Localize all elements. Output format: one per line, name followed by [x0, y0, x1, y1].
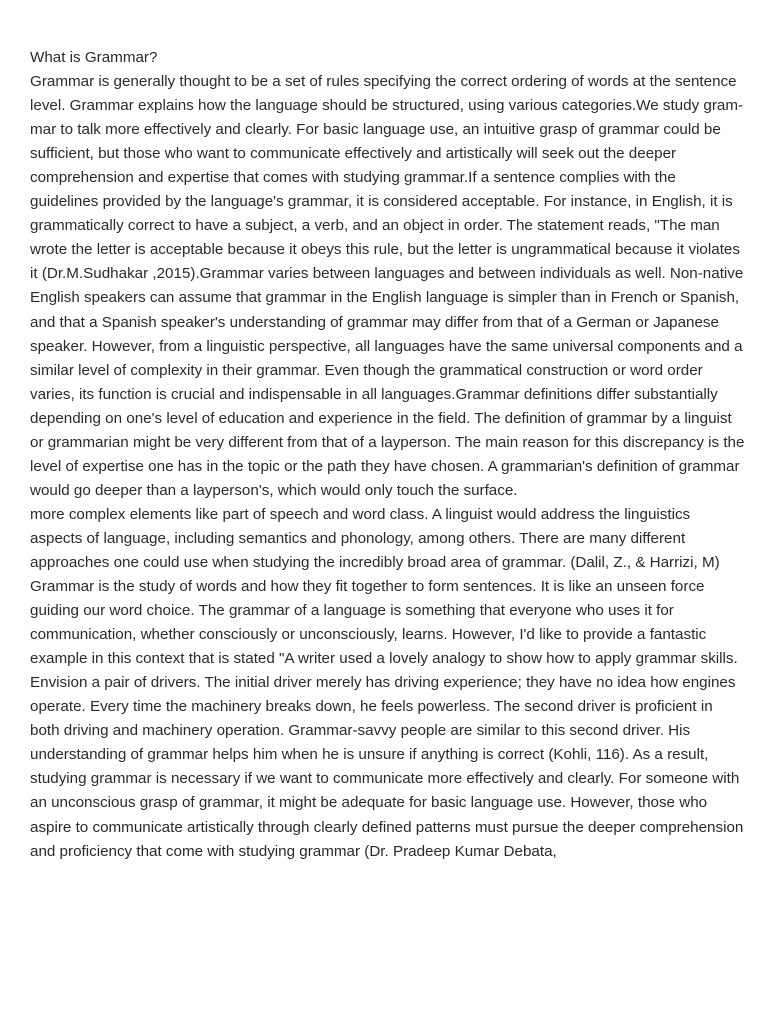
document-page — [30, 46, 746, 864]
document-title: What is Grammar? — [30, 49, 158, 66]
paragraph-1: Grammar is generally thought to be a set of rules specifying the correct ordering of words at the sentence level. Grammar explains how the language should be structured, using various categories.We study gram-mar to talk more effectively and clearly. For basic language use, an intuitive grasp of grammar could be sufficient, but those who want to communicate effectively and artistically will seek out the deeper comprehension and expertise that comes with studying grammar.If a sentence complies with the guidelines provided by the language's grammar, it is considered acceptable. For instance, in English, it is grammatically correct to have a subject, a verb, and an object in order. The statement reads, "The man wrote the letter is acceptable because it obeys this rule, but the letter is ungrammatical because it violates it (Dr.M.Sudhakar ,2015).Grammar varies between languages and between individuals as well. Non-native English speakers can assume that grammar in the English language is simpler than in French or Spanish, and that a Spanish speaker's understanding of grammar may differ from that of a German or Japanese speaker. However, from a linguistic perspective, all languages have the same universal components and a similar level of complexity in their grammar. Even though the grammatical construction or word order varies, its function is crucial and indispensable in all languages.Grammar definitions differ substantially depending on one's level of education and experience in the field. The definition of grammar by a linguist or grammarian might be very different from that of a layperson. The main reason for this discrepancy is the level of expertise one has in the topic or the path they have chosen. A grammarian's definition of grammar would go deeper than a layperson's, which would only touch the surface. — [30, 73, 745, 499]
paragraph-2: more complex elements like part of speech and word class. A linguist would address the linguistics aspects of language, including semantics and phonology, among others. There are many different approaches one could use when studying the incredibly broad area of grammar. (Dalil, Z., & Harrizi, M) — [30, 505, 720, 571]
paragraph-3: Grammar is the study of words and how they fit together to form sentences. It is like an unseen force guiding our word choice. The grammar of a language is something that everyone who uses it for communication, whether consciously or unconsciously, learns. However, I'd like to provide a fantastic example in this context that is stated "A writer used a lovely analogy to show how to apply grammar skills. Envision a pair of drivers. The initial driver merely has driving experience; they have no idea how engines operate. Every time the machinery breaks down, he feels powerless. The second driver is proficient in both driving and machinery operation. Grammar-savvy people are similar to this second driver. His understanding of grammar helps him when he is unsure if anything is correct (Kohli, 116). As a result, studying grammar is necessary if we want to communicate more effectively and clearly. For someone with an unconscious grasp of grammar, it might be adequate for basic language use. However, those who aspire to communicate artistically through clearly defined patterns must pursue the deeper comprehension and proficiency that come with studying grammar (Dr. Pradeep Kumar Debata, — [30, 578, 744, 860]
